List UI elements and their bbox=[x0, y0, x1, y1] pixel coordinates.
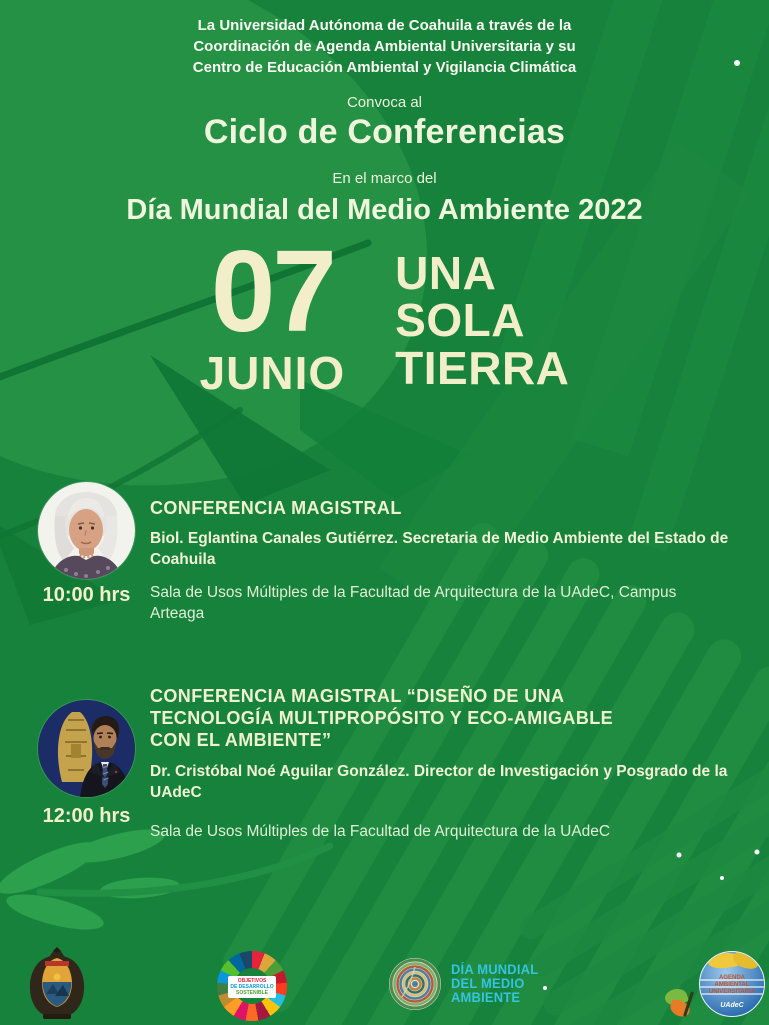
institution-line: La Universidad Autónoma de Coahuila a través de la bbox=[197, 17, 572, 34]
slogan-line: SOLA bbox=[395, 294, 525, 347]
institution-text bbox=[125, 15, 645, 78]
conference-title: CONFERENCIA MAGISTRAL “DISEÑO DE UNA TECNOLOGÍA MULTIPROPÓSITO Y ECO-AMIGABLE CON EL AMBIENTE” bbox=[150, 686, 614, 750]
occasion-title: Día Mundial del Medio Ambiente 2022 bbox=[126, 194, 643, 226]
agenda-bird-icon bbox=[732, 951, 761, 970]
conference-title: CONFERENCIA MAGISTRAL bbox=[150, 498, 402, 518]
agenda-ambiental-logo bbox=[655, 946, 767, 1024]
event-month: JUNIO bbox=[199, 347, 346, 400]
dia-mundial-logo bbox=[388, 957, 542, 1011]
agenda-label: AGENDA AMBIENTAL UNIVERSITARIA bbox=[708, 975, 756, 996]
butterfly-icon bbox=[663, 987, 701, 1023]
convoca-text: Convoca al bbox=[346, 94, 423, 111]
event-day: 07 bbox=[210, 226, 334, 356]
marco-text: En el marco del bbox=[332, 170, 437, 187]
sdg-label: OBJETIVOS DE DESARROLLO SOSTENIBLE bbox=[228, 976, 276, 998]
conference-time: 12:00 hrs bbox=[42, 805, 131, 827]
series-title: Ciclo de Conferencias bbox=[203, 113, 566, 151]
conference-venue: Sala de Usos Múltiples de la Facultad de Arquitectura de la UAdeC bbox=[150, 823, 611, 840]
uadec-crest-logo bbox=[26, 946, 88, 1022]
institution-line: Centro de Educación Ambiental y Vigilancia Climática bbox=[192, 59, 577, 76]
conference-time: 10:00 hrs bbox=[42, 584, 131, 606]
agenda-globe-icon bbox=[699, 951, 765, 1017]
slogan-line: TIERRA bbox=[395, 341, 570, 394]
slogan bbox=[395, 243, 569, 396]
slogan-line: UNA bbox=[395, 247, 497, 299]
conference-speaker: Dr. Cristóbal Noé Aguilar González. Director de Investigación y Posgrado de la UAdeC bbox=[150, 763, 728, 801]
dia-mundial-fingerprint-icon bbox=[388, 957, 442, 1011]
speaker-photo bbox=[38, 482, 135, 579]
dia-mundial-label: DÍA MUNDIAL DEL MEDIO AMBIENTE bbox=[451, 961, 539, 1006]
institution-line: Coordinación de Agenda Ambiental Universitaria y su bbox=[193, 38, 576, 55]
speaker-photo bbox=[38, 700, 135, 797]
conference-speaker: Biol. Eglantina Canales Gutiérrez. Secretaria de Medio Ambiente del Estado de Coahuila bbox=[150, 530, 729, 568]
poster-header bbox=[0, 0, 769, 228]
date-slogan-block bbox=[0, 226, 769, 400]
conference-venue: Sala de Usos Múltiples de la Facultad de Arquitectura de la UAdeC, Campus Arteaga bbox=[150, 584, 677, 622]
sdg-wheel-logo bbox=[217, 951, 287, 1021]
agenda-uadec-label: UAdeC bbox=[720, 1002, 744, 1009]
event-date bbox=[199, 226, 346, 400]
